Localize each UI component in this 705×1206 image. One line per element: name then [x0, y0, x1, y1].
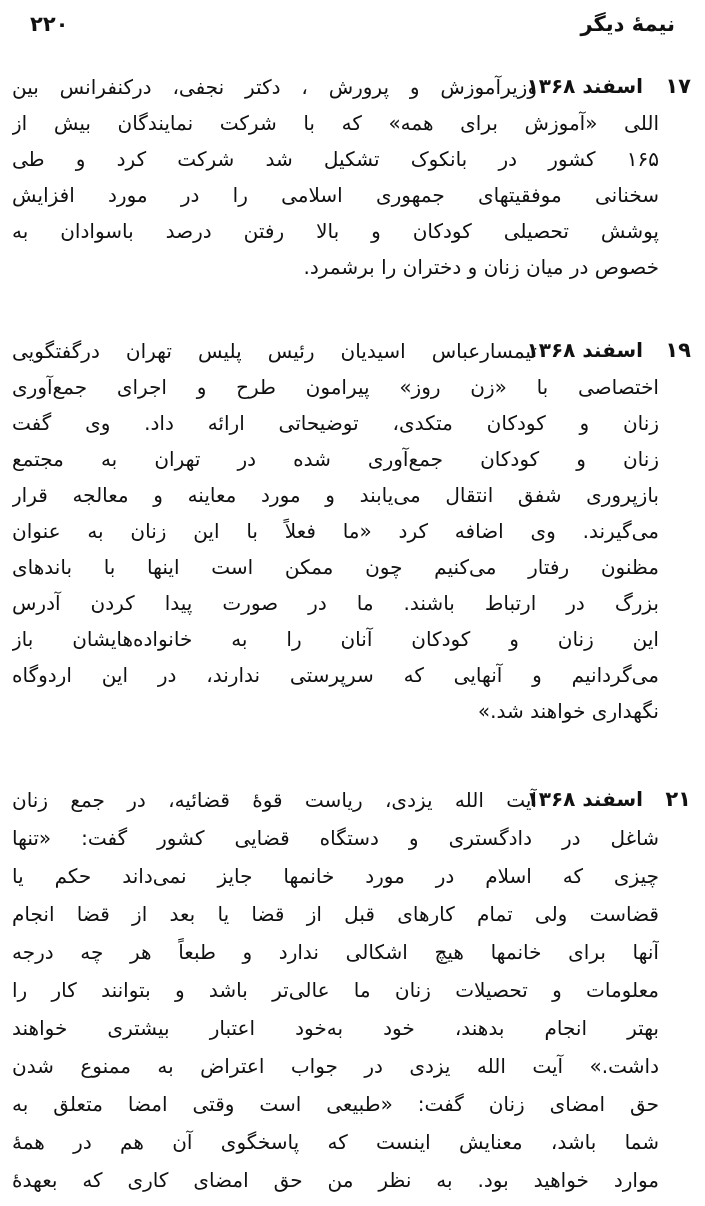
running-title: نیمهٔ دیگر [580, 12, 675, 36]
page-header [30, 10, 675, 44]
entry-date: اسفند ۱۳۶۸ [526, 338, 643, 362]
entry-line: بزرگ در ارتباط باشند. ما در صورت پیدا کردن آدرس [12, 591, 659, 615]
entry-line: این زنان و کودکان آنان را به خانواده‌هایشان باز [12, 627, 659, 651]
entry-line: داشت.» آیت الله یزدی در جواب اعتراض به ممنوع شدن [12, 1054, 659, 1078]
entry-line: بازپروری شفق انتقال می‌یابند و مورد معاینه و معالجه قرار [12, 483, 659, 507]
entry-line: خصوص در میان زنان و دختران را برشمرد. [303, 255, 659, 279]
entry-line: پوشش تحصیلی کودکان و بالا رفتن درصد باسوادان به [12, 219, 659, 243]
entry-line: موارد خواهید بود. به نظر من حق امضای کاری که بعهدهٔ [12, 1168, 659, 1192]
entry-line: سخنانی موفقیتهای جمهوری اسلامی را در مورد افزایش [12, 183, 659, 207]
entry-line: حق امضای زنان گفت: «طبیعی است وقتی امضا متعلق به [12, 1092, 659, 1116]
entry-line: شما باشد، معنایش اینست که پاسخگوی آن هم در همهٔ [12, 1130, 659, 1154]
entry-line: ۱۶۵ کشور در بانکوک تشکیل شد شرکت کرد و طی [12, 147, 659, 171]
entry-line: نگهداری خواهند شد.» [477, 699, 659, 723]
entry-line: مظنون رفتار می‌کنیم چون ممکن است اینها با باندهای [12, 555, 659, 579]
entry-line: آنها برای خانمها هیچ اشکالی ندارد و طبعاً هر چه درجه [12, 940, 659, 964]
entry-line: بهتر انجام بدهند، خود به‌خود اعتبار بیشتری خواهند [12, 1016, 659, 1040]
entry-line: تیمسارعباس اسیدیان رئیس پلیس تهران درگفتگویی [12, 339, 537, 363]
entry-line: زنان و کودکان جمع‌آوری شده در تهران به مجتمع [12, 447, 659, 471]
entry-date: اسفند ۱۳۶۸ [526, 787, 643, 811]
entry-date: اسفند ۱۳۶۸ [526, 74, 643, 98]
entry-line: می‌گیرند. وی اضافه کرد «ما فعلاً با این زنان به عنوان [12, 519, 659, 543]
entry-day: ۱۹ [665, 338, 691, 362]
entry-line: آیت الله یزدی، ریاست قوهٔ قضائیه، در جمع زنان [12, 788, 537, 812]
entry-line: اللی «آموزش برای همه» که با شرکت نمایندگان بیش از [12, 111, 659, 135]
entry-day: ۲۱ [665, 787, 691, 811]
entry-line: شاغل در دادگستری و دستگاه قضایی کشور گفت: «تنها [12, 826, 659, 850]
entry-line: می‌گردانیم و آنهایی که سرپرستی ندارند، در این اردوگاه [12, 663, 659, 687]
entry-line: معلومات و تحصیلات زنان ما عالی‌تر باشد و بتوانند کار را [12, 978, 659, 1002]
entry-line: اختصاصی با «زن روز» پیرامون طرح و اجرای جمع‌آوری [12, 375, 659, 399]
entry-line: قضاست ولی تمام کارهای قبل از قضا یا بعد از قضا انجام [12, 902, 659, 926]
entry-day: ۱۷ [665, 74, 691, 98]
entry-line: زنان و کودکان متکدی، توضیحاتی ارائه داد. وی گفت [12, 411, 659, 435]
entry-line: وزیرآموزش و پرورش ، دکتر نجفی، درکنفرانس بین [12, 75, 537, 99]
page-number: ۲۲۰ [30, 12, 69, 36]
entry-line: چیزی که اسلام در مورد خانمها جایز نمی‌داند حکم یا [12, 864, 659, 888]
